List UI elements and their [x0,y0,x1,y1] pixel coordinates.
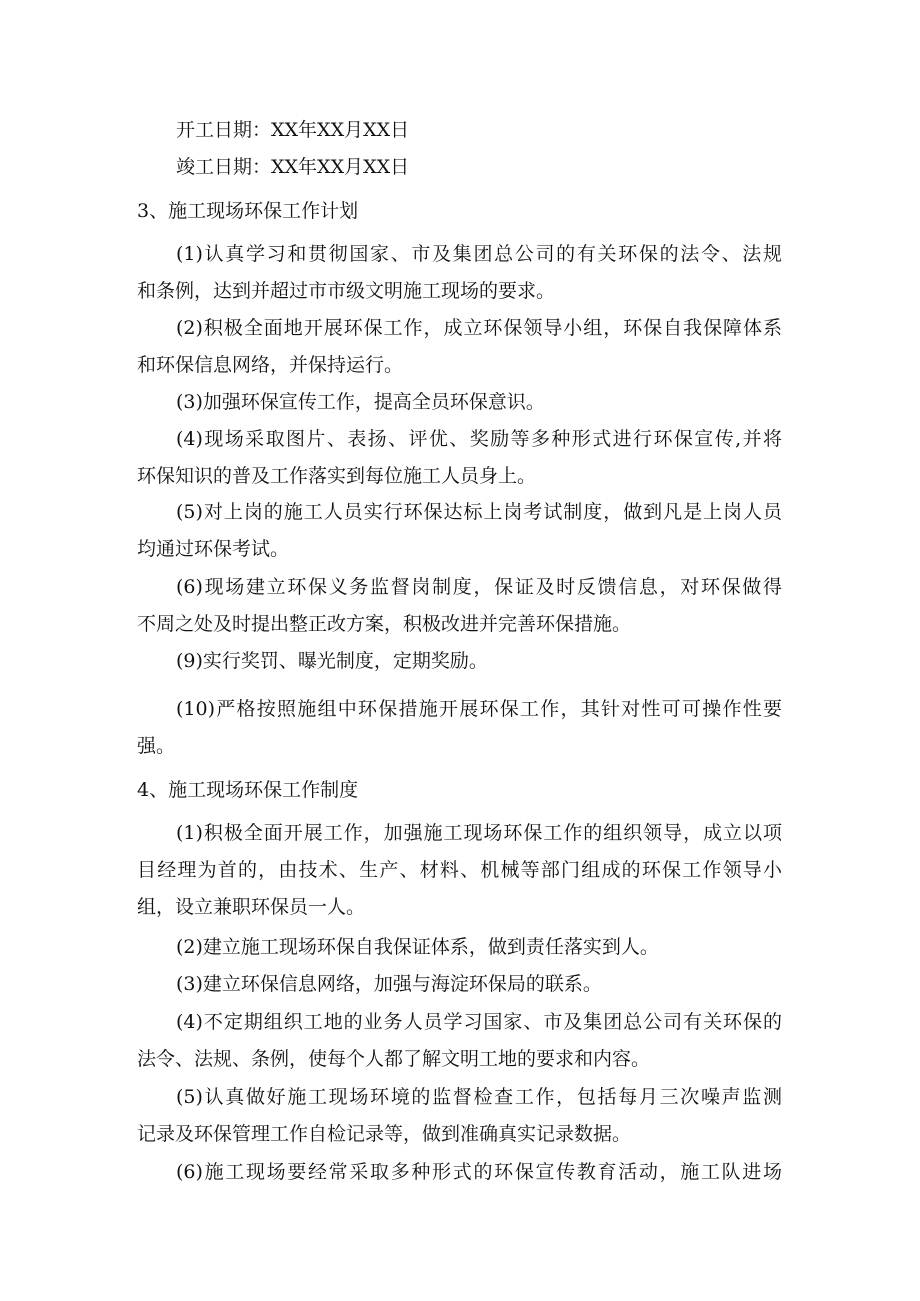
section-3-item-10-line-1: (10)严格按照施组中环保措施开展环保工作，其针对性可可操作性要 [176,698,782,720]
section-3-item-4-line-2: 环保知识的普及工作落实到每位施工人员身上。 [137,465,537,487]
section-3-item-2-line-2: 和环保信息网络，并保持运行。 [137,354,404,376]
section-4-item-3: (3)建立环保信息网络，加强与海淀环保局的联系。 [176,973,602,995]
section-4-item-1-line-2: 目经理为首的，由技术、生产、材料、机械等部门组成的环保工作领导小 [137,859,782,881]
section-4-item-5-line-2: 记录及环保管理工作自检记录等，做到准确真实记录数据。 [137,1123,632,1145]
section-3-item-1-line-1: (1)认真学习和贯彻国家、市及集团总公司的有关环保的法令、法规 [176,243,782,265]
section-3-item-4-line-1: (4)现场采取图片、表扬、评优、奖励等多种形式进行环保宣传,并将 [176,428,782,450]
section-3-item-9: (9)实行奖罚、曝光制度，定期奖励。 [176,650,488,672]
section-4-item-5-line-1: (5)认真做好施工现场环境的监督检查工作，包括每月三次噪声监测 [176,1086,782,1108]
section-4-item-2: (2)建立施工现场环保自我保证体系，做到责任落实到人。 [176,936,659,958]
section-3-item-1-line-2: 和条例，达到并超过市市级文明施工现场的要求。 [137,280,556,302]
end-date: 竣工日期：XX年XX月XX日 [176,156,410,178]
section-3-item-5-line-2: 均通过环保考试。 [137,538,290,560]
section-4-heading: 4、施工现场环保工作制度 [137,779,359,801]
section-3-item-2-line-1: (2)积极全面地开展环保工作，成立环保领导小组，环保自我保障体系 [176,317,782,339]
section-3-item-10-line-2: 强。 [137,735,176,757]
section-3-item-6-line-2: 不周之处及时提出整正改方案，积极改进并完善环保措施。 [137,613,632,635]
section-3-item-3: (3)加强环保宣传工作，提高全员环保意识。 [176,391,545,413]
section-4-item-6-line-1: (6)施工现场要经常采取多种形式的环保宣传教育活动，施工队进场 [176,1161,782,1183]
section-3-item-6-line-1: (6)现场建立环保义务监督岗制度，保证及时反馈信息，对环保做得 [176,576,782,598]
start-date: 开工日期：XX年XX月XX日 [176,119,410,141]
section-3-item-5-line-1: (5)对上岗的施工人员实行环保达标上岗考试制度，做到凡是上岗人员 [176,501,782,523]
section-4-item-1-line-1: (1)积极全面开展工作，加强施工现场环保工作的组织领导，成立以项 [176,822,782,844]
section-3-heading: 3、施工现场环保工作计划 [137,200,359,222]
section-4-item-4-line-2: 法令、法规、条例，使每个人都了解文明工地的要求和内容。 [137,1048,651,1070]
section-4-item-4-line-1: (4)不定期组织工地的业务人员学习国家、市及集团总公司有关环保的 [176,1011,782,1033]
section-4-item-1-line-3: 组，设立兼职环保员一人。 [137,896,366,918]
